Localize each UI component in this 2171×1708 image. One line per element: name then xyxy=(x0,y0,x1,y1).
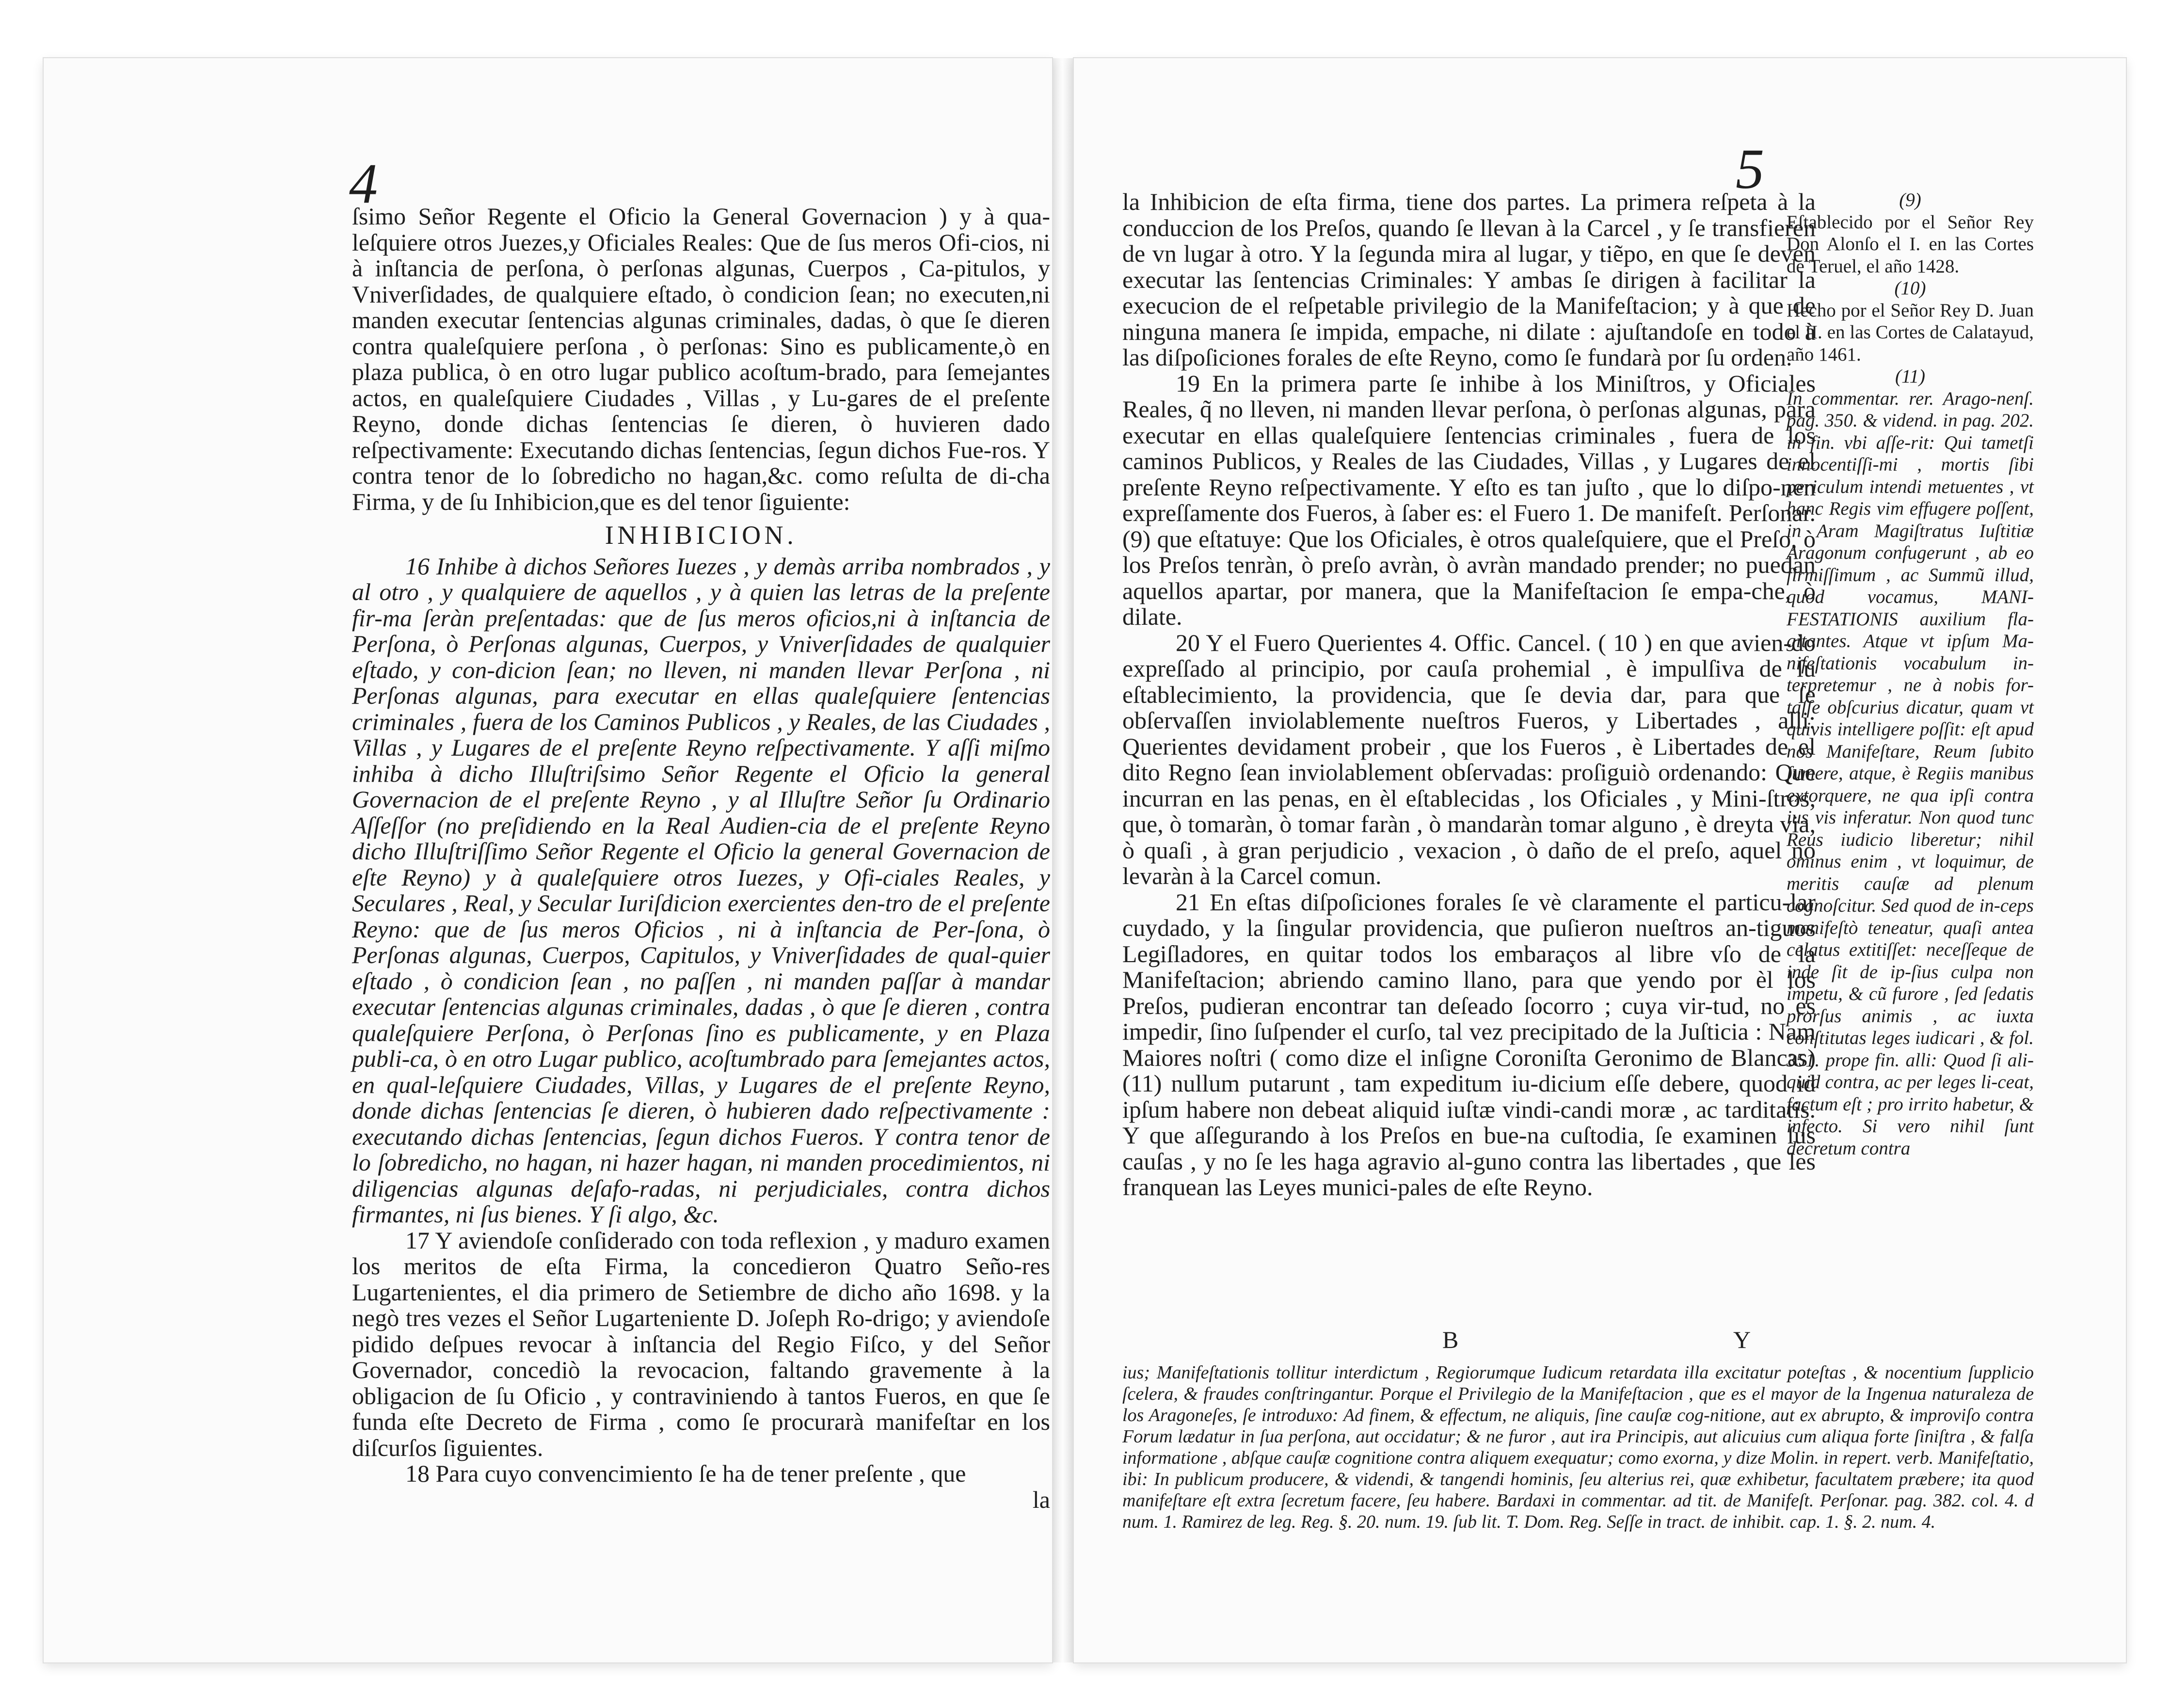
page-number-left: 4 xyxy=(349,152,378,215)
page-number-right: 5 xyxy=(1736,137,1764,201)
right-page xyxy=(1074,58,2126,1662)
marginal-note-number: (9) xyxy=(1899,190,1921,210)
paragraph-continued: la Inhibicion de eſta firma, tiene dos partes. La primera reſpeta à la conduccion de los Preſos, quando ſe llevan à la Carcel , y ſe transfieren de vn lugar à otro. Y la ſegunda mira al lugar, y tiẽpo, en que ſe deven executar las ſentencias Criminales: Y ambas ſe dirigen à facilitar la execucion de el reſpetable privilegio de la Manifeſtacion; y à que de ninguna manera ſe impida, empache, ni dilate : ajuſtandoſe en todo à las diſpoſiciones forales de eſte Reyno, como ſe fundarà por ſu orden. xyxy=(1122,188,1816,371)
paragraph-16: 16 Inhibe à dichos Señores Iuezes , y demàs arriba nombrados , y al otro , y qualquiere de aquellos , y à quien las letras de la preſente fir-ma ſeràn preſentadas: que de ſus meros oficios,ni à inſtancia de Perſona, ò Perſonas algunas, Cuerpos, y Vniverſidades de qualquier eſtado, y con-dicion ſean; no lleven, ni manden llevar Perſona , ni Perſonas algunas, para executar en ellas qualeſquiere ſentencias criminales , fuera de los Caminos Publicos , y Reales, de las Ciudades , Villas , y Lugares de el preſente Reyno reſpectivamente. Y aſſi miſmo inhiba à dicho Illuſtriſsimo Señor Regente el Oficio la general Governacion de el preſente Reyno , y al Illuſtre Señor ſu Ordinario Aſſeſſor (no preſidiendo en la Real Audien-cia de el preſente Reyno dicho Illuſtriſſimo Señor Regente el Oficio la general Governacion de eſte Reyno) y à qualeſquiere otros Iuezes, y Ofi-ciales Reales, y Seculares , Real, y Secular Iuriſdicion exercientes den-tro de el preſente Reyno: que de ſus meros Oficios , ni à inſtancia de Per-ſona, ò Perſonas algunas, Cuerpos, Capitulos, y Vniverſidades de qual-quier eſtado , ò condicion ſean , no paſſen , ni manden paſſar à mandar executar ſentencias algunas criminales, dadas , ò que ſe dieren , contra qualeſquiere Perſona, ò Perſonas ſino es publicamente, y en Plaza publi-ca, ò en otro Lugar publico, acoſtumbrado para ſemejantes actos, en qual-leſquiere Ciudades, Villas, y Lugares de el preſente Reyno, donde dichas ſentencias ſe dieren, ò hubieren dado reſpectivamente : executando dichas ſentencias, ſegun dichos Fueros. Y contra tenor de lo ſobredicho, no hagan, ni hazer hagan, ni manden procedimientos, ni diligencias algunas deſafo-radas, ni perjudiciales, contra dichos firmantes, ni ſus bienes. Y ſi algo, &c. xyxy=(352,552,1050,1228)
paragraph-19: 19 En la primera parte ſe inhibe à los Miniſtros, y Oficiales Reales, q̃ no lleven, ni manden llevar perſona, ò perſonas algunas, para executar en ellas qualeſquiere ſentencias criminales , fuera de los caminos Publicos, y Reales de las Ciudades, Villas , y Lugares de el preſente Reyno reſpectivamente. Y eſto es tan juſto , que lo diſpo-nen expreſſamente dos Fueros, à ſaber es: el Fuero 1. De manifeſt. Perſonar. (9) que eſtatuye: Que los Oficiales, è otros qualeſquiere, que el Preſo, ò los Preſos tenràn, ò preſo avràn, ò avràn mandado prender; no puedan aquellos apartar, por manera, que la Manifeſtacion ſe empa-che, ò dilate. xyxy=(1122,369,1816,630)
catchword-left: la xyxy=(1032,1486,1050,1513)
book-spine xyxy=(1051,58,1076,1662)
left-text-column xyxy=(352,204,1050,1513)
paragraph-18: 18 Para cuyo convencimiento ſe ha de tener preſente , que xyxy=(405,1460,966,1487)
marginal-note-text: In commentar. rer. Arago-nenſ. pag. 350. & vidend. in pag. 202. in fin. vbi aſſe-rit: Qui tametſi innocentiſſi-mi , mortis ſibi periculum intendi metuentes , vt hanc Regis vim effugere poſſent, in Aram Magiſtratus Iuſtitiæ Aragonum confugerunt , ab eo firmiſſimum , ac Summũ illud, quod vocamus, MANI-FESTATIONIS auxilium fla-gitantes. Atque vt ipſum Ma-nifeſtationis vocabulum in-terpretemur , ne à nobis for-taſſe obſcurius dicatur, quam vt quivis intelligere poſſit: eſt apud nos Manifeſtare, Reum ſubito ſumere, atque, è Regiis manibus extorquere, ne qua ipſi contra ius vis inferatur. Non quod tunc Reus iudicio liberetur; nihil ominus enim , vt loquimur, de meritis cauſæ ad plenum cognoſcitur. Sed quod de in-ceps manifeſtò teneatur, quaſi antea celatus extitiſſet: neceſſeque de inde ſit de ip-ſius culpa non impetu, & cũ furore , ſed ſedatis prorſus animis , ac iuxta conſtitutas leges iudicari , & fol. 351. prope fin. alli: Quod ſi ali-quid contra, ac per leges li-ceat, factum eſt ; pro irrito habetur, & infecto. Si vero nihil ſunt decretum contra xyxy=(1787,388,2034,1159)
paragraph-17: 17 Y aviendoſe conſiderado con toda reflexion , y maduro examen los meritos de eſta Firma, la concedieron Quatro Seño-res Lugartenientes, el dia primero de Setiembre de dicho año 1698. y la negò tres vezes el Señor Lugarteniente D. Joſeph Ro-drigo; y aviendoſe pidido deſpues revocar à inſtancia del Regio Fiſco, y del Señor Governador, concediò la revocacion, faltando gravemente à la obligacion de ſu Oficio , y contraviniendo à tantos Fueros, en que ſe funda eſte Decreto de Firma , como ſe procurarà manifeſtar en los diſcurſos ſiguientes. xyxy=(352,1226,1050,1461)
marginal-note-number: (11) xyxy=(1895,366,1926,387)
left-page xyxy=(44,58,1052,1662)
paragraph-20: 20 Y el Fuero Querientes 4. Offic. Cancel. ( 10 ) en que avien-do expreſſado al principio, por cauſa prohemial , è impulſiva de ſu eſtablecimiento, la providencia, que ſe devia dar, para que ſe obſervaſſen inviolablemente nueſtros Fueros, y Libertades , alli: Querientes devidament probeir , que los Fueros , è Libertades de el dito Regno ſean inviolablement obſervadas: proſiguiò ordenando: Que incurran en las penas, en èl eſtablecidas , los Oficiales , y Mini-ſtros, que, ò tomaràn, ò tomar faràn , ò mandaràn tomar alguno , è dreyta via, ò quaſi , à gran perjudicio , vexacion , ò daño de el preſo, aquel no levaràn à la Carcel comun. xyxy=(1122,629,1816,889)
marginal-note-number: (10) xyxy=(1894,278,1926,299)
marginal-notes xyxy=(1787,189,2034,1159)
catchword-right: Y xyxy=(1733,1326,1756,1353)
right-text-column xyxy=(1122,189,1816,1201)
marginal-note-text: Hecho por el Señor Rey D. Juan el II. en las Cortes de Calatayud, año 1461. xyxy=(1787,300,2034,365)
section-heading: INHIBICION. xyxy=(605,521,798,550)
signature-mark: B xyxy=(1442,1326,1464,1353)
paragraph-intro: ſsimo Señor Regente el Oficio la General Governacion ) y à qua-leſquiere otros Juezes,y Oficiales Reales: Que de ſus meros Ofi-cios, ni à inſtancia de perſona, ò perſonas algunas, Cuerpos , Ca-pitulos, y Vniverſidades, de qualquiere eſtado, ò condicion ſean; no executen,ni manden executar ſentencias algunas criminales, dadas, ò que ſe dieren contra qualeſquiere perſona , ò perſonas: Sino es publicamente,ò en plaza publica, ò en otro lugar publico acoſtum-brado, para ſemejantes actos, en qualeſquiere Ciudades , Villas , y Lu-gares de el preſente Reyno, donde dichas ſentencias ſe dieren, ò huvieren dado reſpectivamente: Executando dichas ſentencias, ſegun dichos Fue-ros. Y contra tenor de lo ſobredicho no hagan,&c. como reſulta de di-cha Firma, y de ſu Inhibicion,que es del tenor ſiguiente: xyxy=(352,203,1050,515)
paragraph-21: 21 En eſtas diſpoſiciones forales ſe vè claramente el particu-lar cuydado, y la ſingular providencia, que puſieron nueſtros an-tiguos Legiſladores, en quitar todos los embaraços al libre vſo de la Manifeſtacion; abriendo camino llano, para que yendo por èl los Preſos, pudieran encontrar tan deſeado ſocorro ; cuya vir-tud, no es impedir, ſino ſuſpender el curſo, tal vez precipitado de la Juſticia : Nam Maiores noſtri ( como dize el inſigne Coroniſta Geronimo de Blancas) (11) nullum putarunt , tam expeditum iu-dicium eſſe debere, quod id ipſum habere non debeat aliquid iuſtæ vindi-candi moræ , ac tarditatis. Y que aſſegurando à los Preſos en bue-na cuſtodia, ſe examinen ſus cauſas , y no ſe les haga agravio al-guno contra las libertades , que les franquean las Leyes munici-pales de eſte Reyno. xyxy=(1122,888,1816,1201)
footnote-text: ius; Manifeſtationis tollitur interdictum , Regiorumque Iudicum retardata illa excitatur poteſtas , & nocentium ſupplicio ſcelera, & fraudes conſtringantur. Porque el Privilegio de la Manifeſtacion , que es el mayor de la Ingenua naturaleza de los Aragoneſes, ſe introduxo: Ad finem, & effectum, ne aliquis, ſine cauſæ cog-nitione, aut ex abrupto, & improviſo contra Forum lædatur in ſua perſona, aut occidatur; & ne furor , aut ira Principis, aut alicuius cum aliqua forte ſiniſtra , & falſa informatione , abſque cauſæ cognitione contra aliquem exequatur; como exorna, y dize Molin. in repert. verb. Manifeſtatio, ibi: In publicum producere, & videndi, & tangendi hominis, ſeu alterius rei, quæ exhibetur, facultatem præbere; ita quod manifeſtare eſt extra ſecretum facere, ſeu habere. Bardaxi in commentar. ad tit. de Manifeſt. Perſonar. pag. 382. col. 4. d num. 1. Ramirez de leg. Reg. §. 20. num. 19. ſub lit. T. Dom. Reg. Seſſe in tract. de inhibit. cap. 1. §. 2. num. 4. xyxy=(1122,1362,2034,1532)
marginal-note-text: Eſtablecido por el Señor Rey Don Alonſo el I. en las Cortes de Teruel, el año 1428. xyxy=(1787,211,2034,277)
